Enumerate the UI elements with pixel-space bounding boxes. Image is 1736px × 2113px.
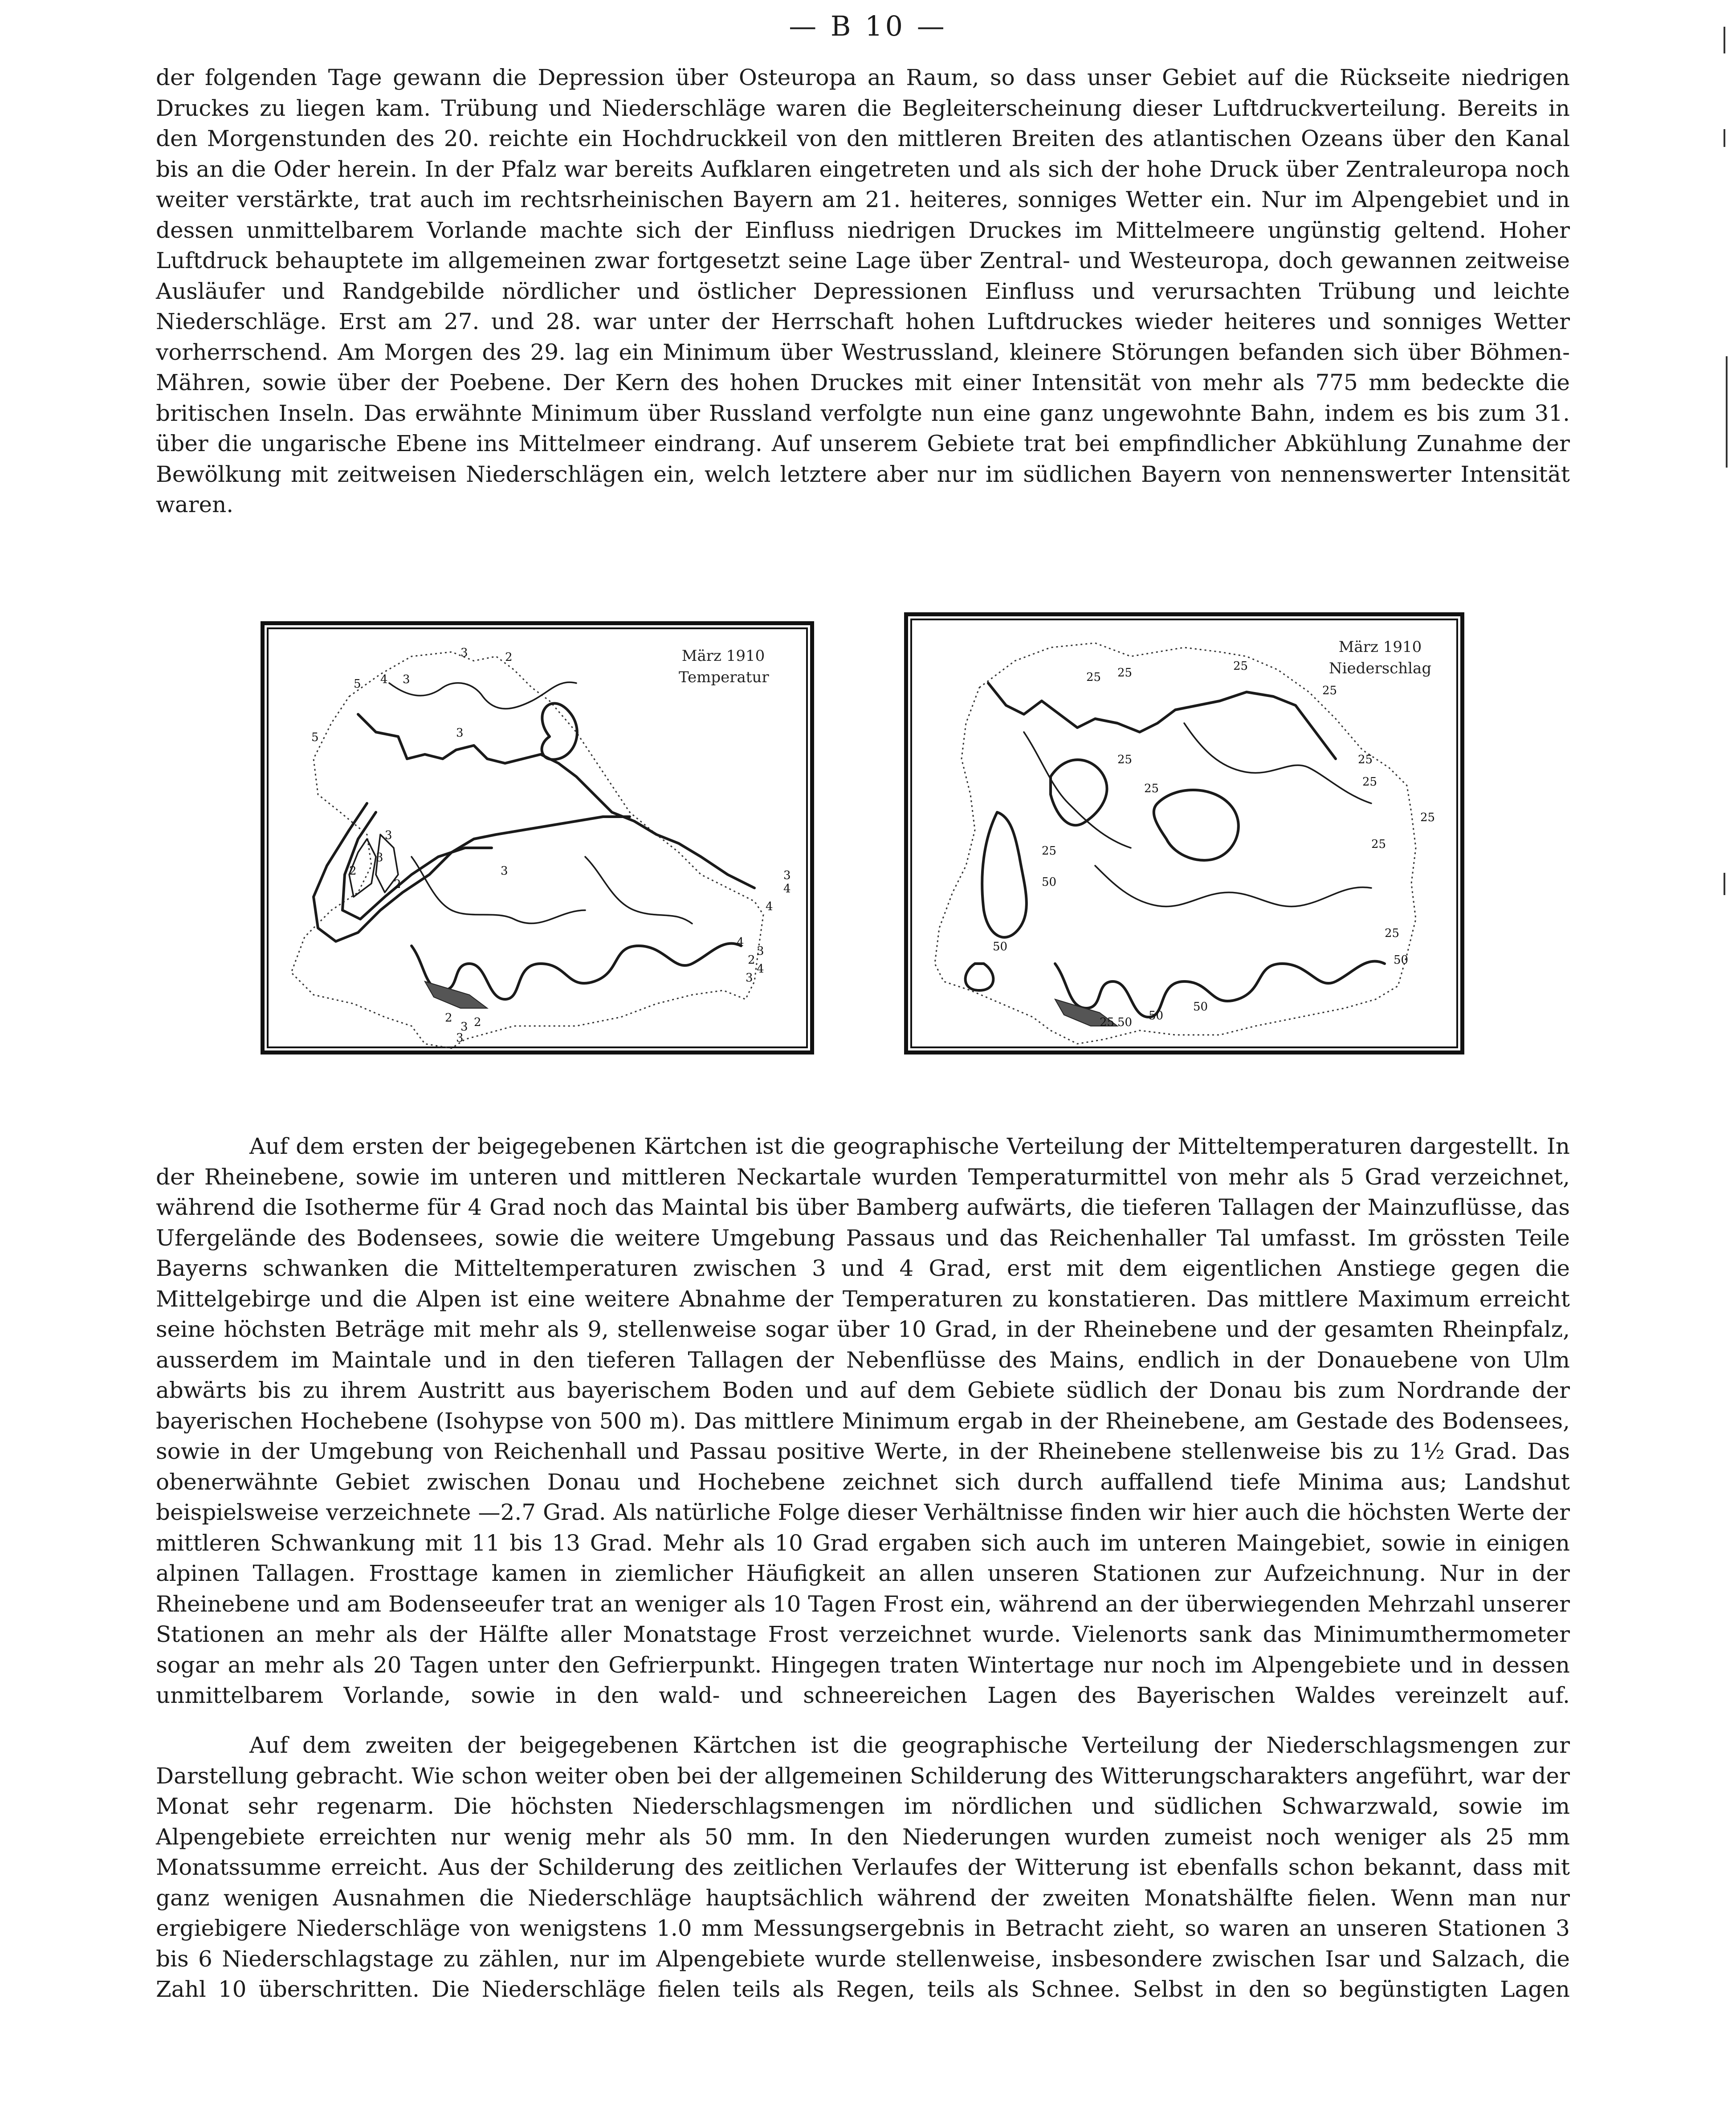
map-temperature — [261, 621, 814, 1054]
temperature-map-drawing — [265, 625, 810, 1050]
margin-mark — [1726, 356, 1728, 468]
lake-constance-temperature — [425, 981, 487, 1008]
paragraph-weather-course: der folgenden Tage gewann die Depression über Osteuropa an Raum, so dass unser Gebiet auf die Rückseite niedrigen Druckes zu liegen kam. Trübung und Niederschläge waren die Begleiterscheinung dieser Luftdruckverteilung. Bereits in den Morgenstunden des 20. reichte ein Hochdruckkeil von den mittleren Breiten des atlantischen Ozeans über den Kanal bis an die Oder herein. In der Pfalz war bereits Aufklaren eingetreten und als sich der hohe Druck über Zentraleuropa noch weiter verstärkte, trat auch im rechtsrheinischen Bayern am 21. heiteres, sonniges Wetter ein. Nur im Alpengebiet und in dessen unmittelbarem Vorlande machte sich der Einfluss niedrigen Druckes im Mittelmeere ungünstig geltend. Hoher Luftdruck behauptete im allgemeinen zwar fortgesetzt seine Lage über Zentral- und Westeuropa, doch gewannen zeitweise Ausläufer und Randgebilde nördlicher und östlicher Depressionen Einfluss und verursachten Trübung und leichte Niederschläge. Erst am 27. und 28. war unter der Herrschaft hohen Luftdruckes wieder heiteres und sonniges Wetter vorherrschend. Am Morgen des 29. lag ein Minimum über Westrussland, kleinere Störungen befanden sich über Böhmen-Mähren, sowie über der Poebene. Der Kern des hohen Druckes mit einer Intensität von mehr als 775 mm bedeckte die britischen Inseln. Das erwähnte Minimum über Russland verfolgte nun eine ganz ungewohnte Bahn, indem es bis zum 31. über die ungarische Ebene ins Mittelmeer eindrang. Auf unserem Gebiete trat bei empfindlicher Abkühlung Zunahme der Bewölkung mit zeitweisen Niederschlägen ein, welch letztere aber nur im südlichen Bayern von nennenswerter Intensität waren. — [156, 65, 1570, 517]
map-precipitation — [904, 612, 1464, 1054]
precipitation-river-3 — [1024, 732, 1131, 848]
precipitation-label: 50 — [1149, 1009, 1164, 1022]
precipitation-label: 25 — [1086, 671, 1101, 684]
precipitation-label: 50 — [1042, 875, 1057, 889]
temperature-label: 4 — [766, 900, 773, 913]
margin-mark — [1724, 27, 1725, 53]
paragraph-temperature: Auf dem ersten der beigegebenen Kärtchen ist die geographische Verteilung der Mitteltemperaturen dargestellt. In der Rheinebene, sowie im unteren und mittleren Neckartale wurden Temperaturmittel von mehr als 5 Grad verzeichnet, während die Isotherme für 4 Grad noch das Maintal bis über Bamberg aufwärts, die tieferen Tallagen der Mainzuflüsse, das Ufergelände des Bodensees, sowie die weitere Umgebung Passaus und das Reichenhaller Tal umfasst. Im grössten Teile Bayerns schwanken die Mitteltemperaturen zwischen 3 und 4 Grad, erst mit dem eigentlichen Anstiege gegen die Mittelgebirge und die Alpen ist eine weitere Abnahme der Temperaturen zu konstatieren. Das mittlere Maximum erreicht seine höchsten Beträge mit mehr als 9, stellenweise sogar über 10 Grad, in der Rheinebene und der gesamten Rheinpfalz, ausserdem im Maintale und in den tieferen Tallagen der Nebenflüsse des Mains, endlich in der Donauebene von Ulm abwärts bis zu ihrem Austritt aus bayerischem Boden und auf dem Gebiete südlich der Donau bis zum Nordrande der bayerischen Hochebene (Isohypse von 500 m). Das mittlere Minimum ergab in der Rheinebene, am Gestade des Bodensees, sowie in der Umgebung von Reichenhall und Passau positive Werte, in der Rheinebene stellenweise bis zu 1½ Grad. Das obenerwähnte Gebiet zwischen Donau und Hochebene zeichnet sich durch auffallend tiefe Minima aus; Landshut beispielsweise verzeichnete —2.7 Grad. Als natürliche Folge dieser Verhältnisse finden wir hier auch die höchsten Werte der mittleren Schwankung mit 11 bis 13 Grad. Mehr als 10 Grad ergaben sich auch im unteren Maingebiet, sowie in einigen alpinen Tallagen. Frosttage kamen in ziemlicher Häufigkeit an allen unseren Stationen zur Aufzeichnung. Nur in der Rheinebene und am Bodenseeufer trat an weniger als 10 Tagen Frost ein, während an der überwiegenden Mehrzahl unserer Stationen an mehr als der Hälfte aller Monatstage Frost verzeichnet wurde. Vielenorts sank das Minimumthermometer sogar an mehr als 20 Tagen unter den Gefrierpunkt. Hingegen traten Wintertage nur noch im Alpengebiete und in dessen unmittelbarem Vorlande, sowie in den wald- und schneereichen Lagen des Bayerischen Waldes vereinzelt auf. — [156, 1133, 1570, 1708]
temperature-label: 3 — [746, 971, 753, 985]
temperature-map-date: März 1910 — [681, 647, 765, 665]
temperature-label: 5 — [354, 677, 361, 691]
temperature-label: 3 — [456, 1031, 464, 1045]
precipitation-label: 25 — [1144, 782, 1159, 795]
precipitation-label: 25 — [1100, 1016, 1115, 1029]
precipitation-river-2 — [1184, 723, 1371, 803]
temperature-label: 2 — [445, 1011, 452, 1025]
precipitation-isohyet-east — [1154, 790, 1239, 860]
precipitation-label: 25 — [1117, 666, 1133, 680]
temperature-label: 2 — [748, 953, 755, 967]
precipitation-map-date: März 1910 — [1338, 638, 1422, 656]
paragraph-precipitation: Auf dem zweiten der beigegebenen Kärtchen ist die geographische Verteilung der Niederschlagsmengen zur Darstellung gebracht. Wie schon weiter oben bei der allgemeinen Schilderung des Witterungscharakters angeführt, war der Monat sehr regenarm. Die höchsten Niederschlagsmengen im nördlichen und südlichen Schwarzwald, sowie im Alpengebiete erreichten nur wenig mehr als 50 mm. In den Niederungen wurden zumeist noch weniger als 25 mm Monatssumme erreicht. Aus der Schilderung des zeitlichen Verlaufes der Witterung ist ebenfalls schon bekannt, dass mit ganz wenigen Ausnahmen die Niederschläge hauptsächlich während der zweiten Monatshälfte fielen. Wenn man nur ergiebigere Niederschläge von wenigstens 1.0 mm Messungsergebnis in Betracht zieht, so waren an unseren Stationen 3 bis 6 Niederschlagstage zu zählen, nur im Alpengebiete wurde stellenweise, insbesondere zwischen Isar und Salzach, die Zahl 10 überschritten. Die Niederschläge fielen teils als Regen, teils als Schnee. Selbst in den so begünstigten Lagen — [156, 1732, 1570, 2002]
temperature-label: 3 — [376, 851, 383, 864]
temperature-label: 2 — [505, 651, 513, 664]
temperature-label: 3 — [456, 726, 464, 740]
precipitation-label: 25 — [1362, 775, 1377, 789]
precipitation-label: 25 — [1420, 811, 1435, 824]
temperature-map-border — [291, 652, 763, 1048]
page-header: — B 10 — — [789, 10, 947, 42]
precipitation-isohyet-north — [988, 683, 1336, 759]
temperature-isotherm-outer — [358, 714, 754, 888]
temperature-label: 3 — [385, 829, 392, 842]
temperature-label: 5 — [311, 731, 319, 744]
temperature-map-title — [679, 645, 768, 688]
precipitation-label: 25 — [1322, 684, 1337, 697]
temperature-label: 3 — [783, 869, 791, 882]
precipitation-label: 25 — [1371, 838, 1386, 851]
margin-mark — [1724, 129, 1725, 147]
precipitation-label: 50 — [1193, 1000, 1208, 1014]
temperature-label: 2 — [474, 1016, 481, 1029]
temperature-label: 3 — [460, 1020, 468, 1034]
precipitation-label: 25 — [1358, 753, 1373, 766]
precipitation-map-subject: Niederschlag — [1328, 660, 1432, 677]
temperature-label: 4 — [737, 936, 744, 949]
precipitation-label: 25 — [1117, 753, 1133, 766]
precipitation-isohyet-south — [1055, 961, 1385, 1017]
precipitation-isohyet-west — [982, 812, 1027, 937]
precipitation-map-drawing — [908, 616, 1460, 1050]
temperature-label: 4 — [783, 882, 791, 896]
precipitation-map-title — [1327, 636, 1434, 679]
temperature-label: 3 — [403, 673, 410, 686]
precipitation-label: 25 — [1233, 660, 1248, 673]
temperature-label: 2 — [394, 878, 401, 891]
precipitation-label: 50 — [1117, 1016, 1133, 1029]
temperature-label: 3 — [460, 646, 468, 660]
temperature-label: 2 — [349, 864, 357, 878]
precipitation-label: 25 — [1042, 844, 1057, 858]
temperature-label: 3 — [501, 864, 508, 878]
temperature-label: 4 — [757, 962, 764, 976]
temperature-isotherm-south — [412, 944, 741, 999]
temperature-river-2 — [585, 857, 692, 924]
temperature-label: 4 — [380, 673, 388, 686]
precipitation-isohyet-50-west — [966, 964, 994, 990]
precipitation-label: 50 — [1394, 953, 1409, 967]
temperature-label: 3 — [757, 945, 764, 958]
precipitation-label: 50 — [993, 940, 1008, 953]
precipitation-river-1 — [1095, 866, 1371, 907]
margin-mark — [1724, 873, 1725, 895]
temperature-isotherm-2 — [314, 803, 630, 941]
precipitation-label: 25 — [1385, 927, 1400, 940]
temperature-map-subject: Temperatur — [679, 668, 769, 686]
